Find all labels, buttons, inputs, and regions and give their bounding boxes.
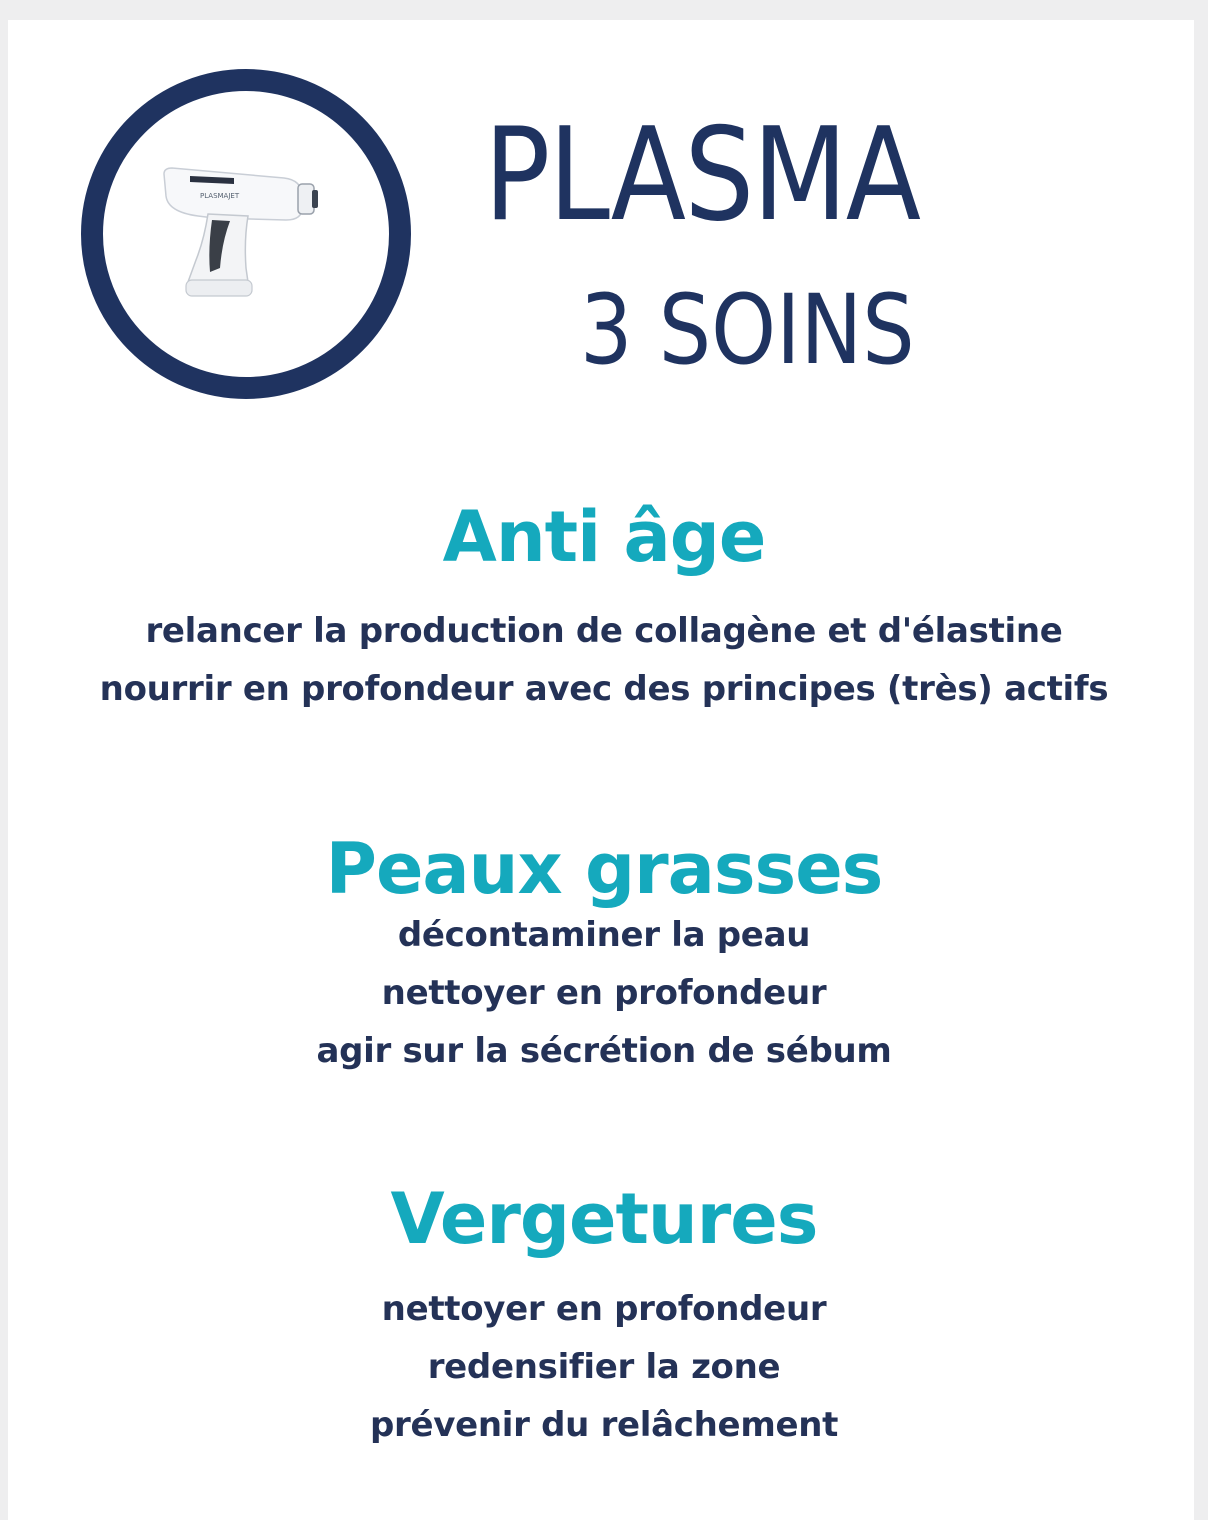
section-line: nettoyer en profondeur bbox=[381, 1289, 827, 1329]
section-line: décontaminer la peau bbox=[397, 915, 811, 955]
page-subtitle: 3 SOINS bbox=[580, 274, 915, 386]
section-title: Vergetures bbox=[390, 1178, 818, 1260]
section-line: nettoyer en profondeur bbox=[381, 973, 827, 1013]
section-title: Peaux grasses bbox=[325, 828, 883, 910]
device-logo bbox=[80, 68, 412, 400]
page-title: PLASMA bbox=[484, 101, 920, 250]
section-line: relancer la production de collagène et d'élastine bbox=[145, 611, 1063, 651]
section-vergetures bbox=[0, 1178, 1208, 1454]
section-line: prévenir du relâchement bbox=[369, 1405, 839, 1445]
section-line: agir sur la sécrétion de sébum bbox=[316, 1031, 892, 1071]
section-title: Anti âge bbox=[442, 496, 766, 578]
section-anti-age bbox=[0, 496, 1208, 718]
section-peaux-grasses bbox=[0, 828, 1208, 1080]
device-brand-label: PLASMAJET bbox=[200, 192, 240, 200]
section-line: nourrir en profondeur avec des principes (très) actifs bbox=[99, 669, 1109, 709]
plasma-device-icon bbox=[80, 68, 412, 400]
section-line: redensifier la zone bbox=[427, 1347, 781, 1387]
